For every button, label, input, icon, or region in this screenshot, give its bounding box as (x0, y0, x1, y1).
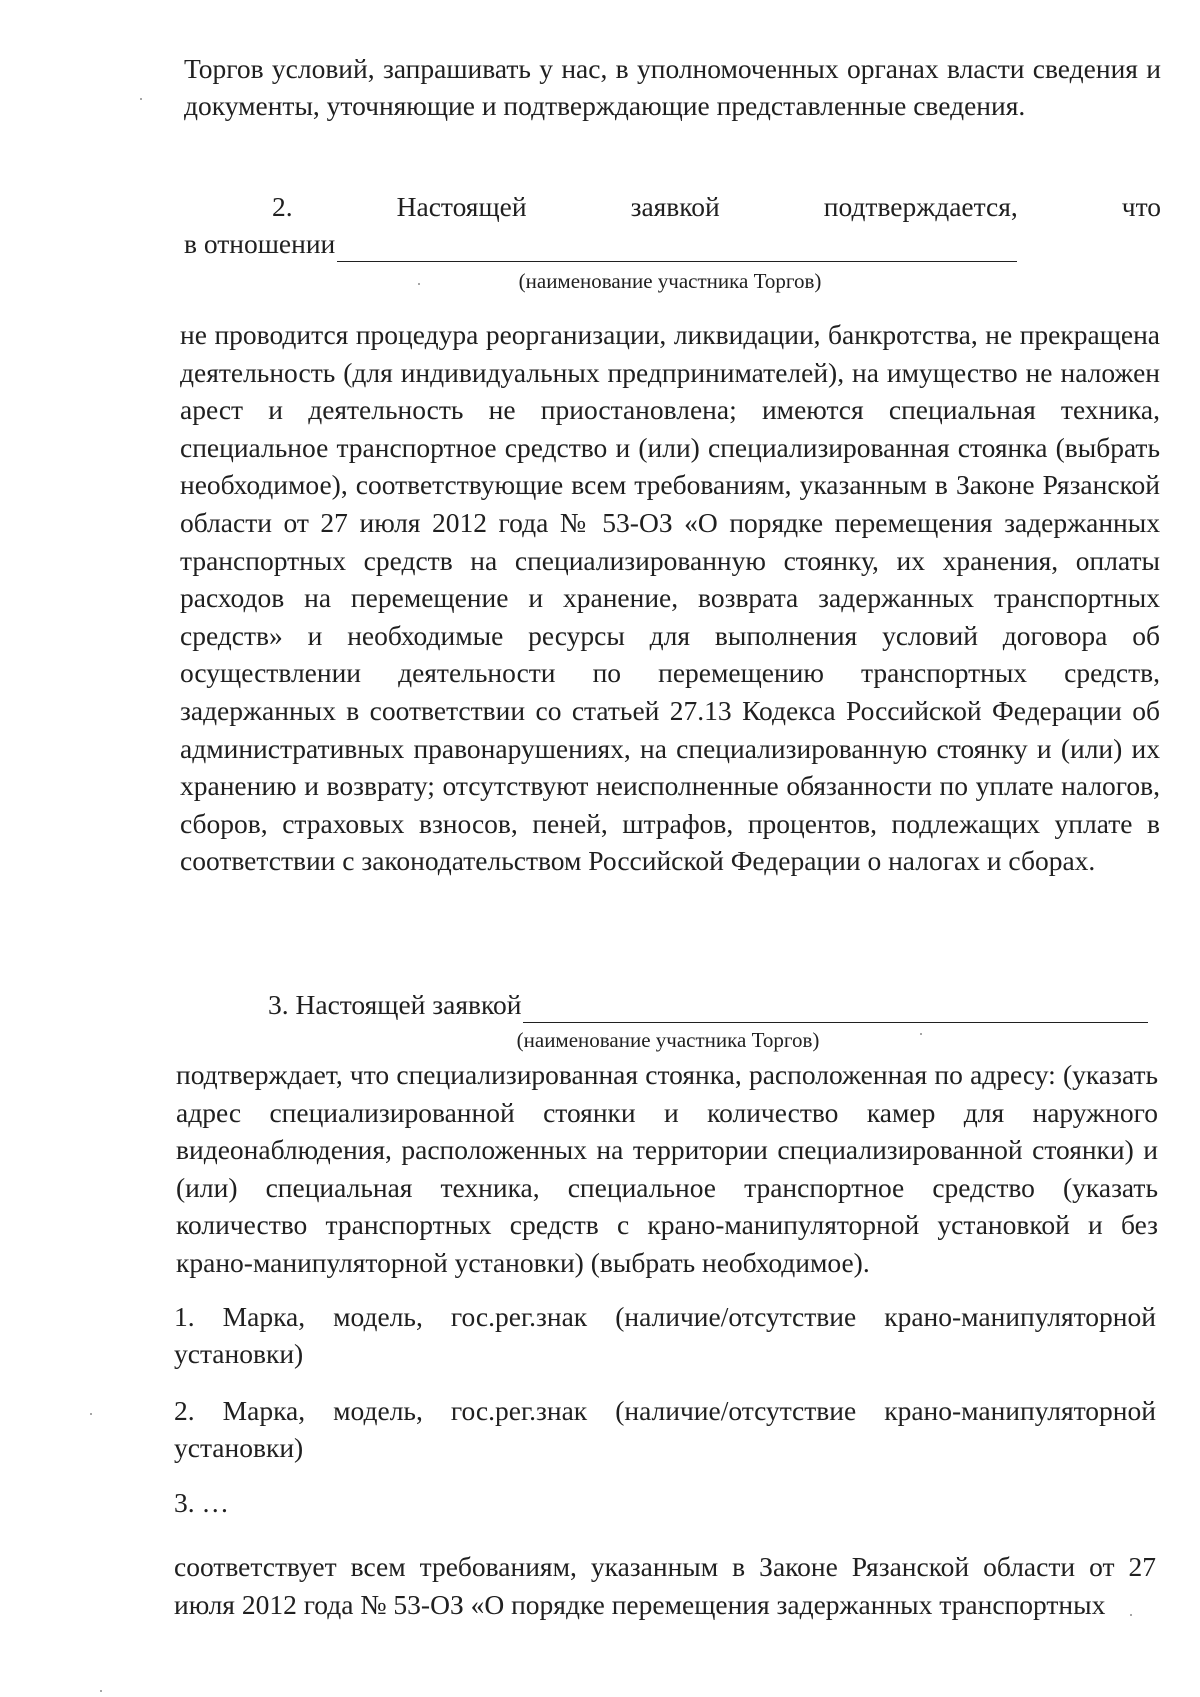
final-paragraph: соответствует всем требованиям, указанным в Законе Рязанской области от 27 июля 2012 года № 53-ОЗ «О порядке перемещения задержанных транспортных (174, 1551, 1156, 1620)
section-2-heading (184, 188, 1161, 262)
section-2-number: 2. (272, 191, 293, 222)
vehicle-list-item-3: 3. … (174, 1487, 229, 1518)
participant-name-blank-2 (523, 994, 1148, 1023)
intro-paragraph: Торгов условий, запрашивать у нас, в уполномоченных органах власти сведения и документы, уточняющие и подтверждающие представленные сведения. (184, 53, 1161, 121)
section-3-heading (268, 986, 1156, 1023)
section-3-lead: 3. Настоящей заявкой (268, 989, 522, 1020)
participant-name-caption-2: (наименование участника Торгов) (516, 1028, 820, 1052)
section-2-body: не проводится процедура реорганизации, ликвидации, банкротства, не прекращена деятельность (для индивидуальных предпринимателей), на имущество не наложен арест и деятельность не приостановлена; имеются специальная техника, специальное транспортное средство и (или) специализированная стоянка (выбрать необходимое), соответствующие всем требованиям, указанным в Законе Рязанской области от 27 июля 2012 года № 53-ОЗ «О порядке перемещения задержанных транспортных средств на специализированную стоянку, их хранения, оплаты расходов на перемещение и хранение, возврата задержанных транспортных средств» и необходимые ресурсы для выполнения условий договора об осуществлении деятельности по перемещению транспортных средств, задержанных в соответствии со статьей 27.13 Кодекса Российской Федерации об административных правонарушениях, на специализированную стоянку и (или) их хранению и возврату; отсутствуют неисполненные обязанности по уплате налогов, сборов, страховых взносов, пеней, штрафов, процентов, подлежащих уплате в соответствии с законодательством Российской Федерации о налогах и сборах. (180, 319, 1160, 877)
vehicle-list-item-2: 2. Марка, модель, гос.рег.знак (наличие/отсутствие крано-манипуляторной установки) (174, 1395, 1156, 1463)
scan-speck (100, 1690, 102, 1692)
scan-speck (418, 283, 420, 285)
scan-speck (920, 1033, 922, 1035)
section-2-first-line (184, 188, 1161, 225)
section-2-word-3: подтверждается, (823, 191, 1018, 222)
participant-name-caption: (наименование участника Торгов) (518, 269, 822, 293)
participant-name-blank (337, 233, 1017, 262)
section-2-second-line (184, 225, 1161, 262)
section-2-word-1: Настоящей (396, 191, 527, 222)
scan-speck (1130, 1614, 1132, 1616)
vehicle-list-item-1: 1. Марка, модель, гос.рег.знак (наличие/отсутствие крано-манипуляторной установки) (174, 1301, 1156, 1369)
section-3-body: подтверждает, что специализированная стоянка, расположенная по адресу: (указать адрес специализированной стоянки и количество камер для наружного видеонаблюдения, расположенных на территории специализированной стоянки) и (или) специальная техника, специальное транспортное средство (указать количество транспортных средств с крано-манипуляторной установкой и без крано-манипуляторной установки) (выбрать необходимое). (176, 1059, 1158, 1278)
scan-speck (90, 1413, 92, 1415)
section-2-word-2: заявкой (630, 191, 720, 222)
in-relation-label: в отношении (184, 228, 336, 259)
section-2-word-4: что (1121, 191, 1161, 222)
scan-speck (140, 98, 142, 100)
